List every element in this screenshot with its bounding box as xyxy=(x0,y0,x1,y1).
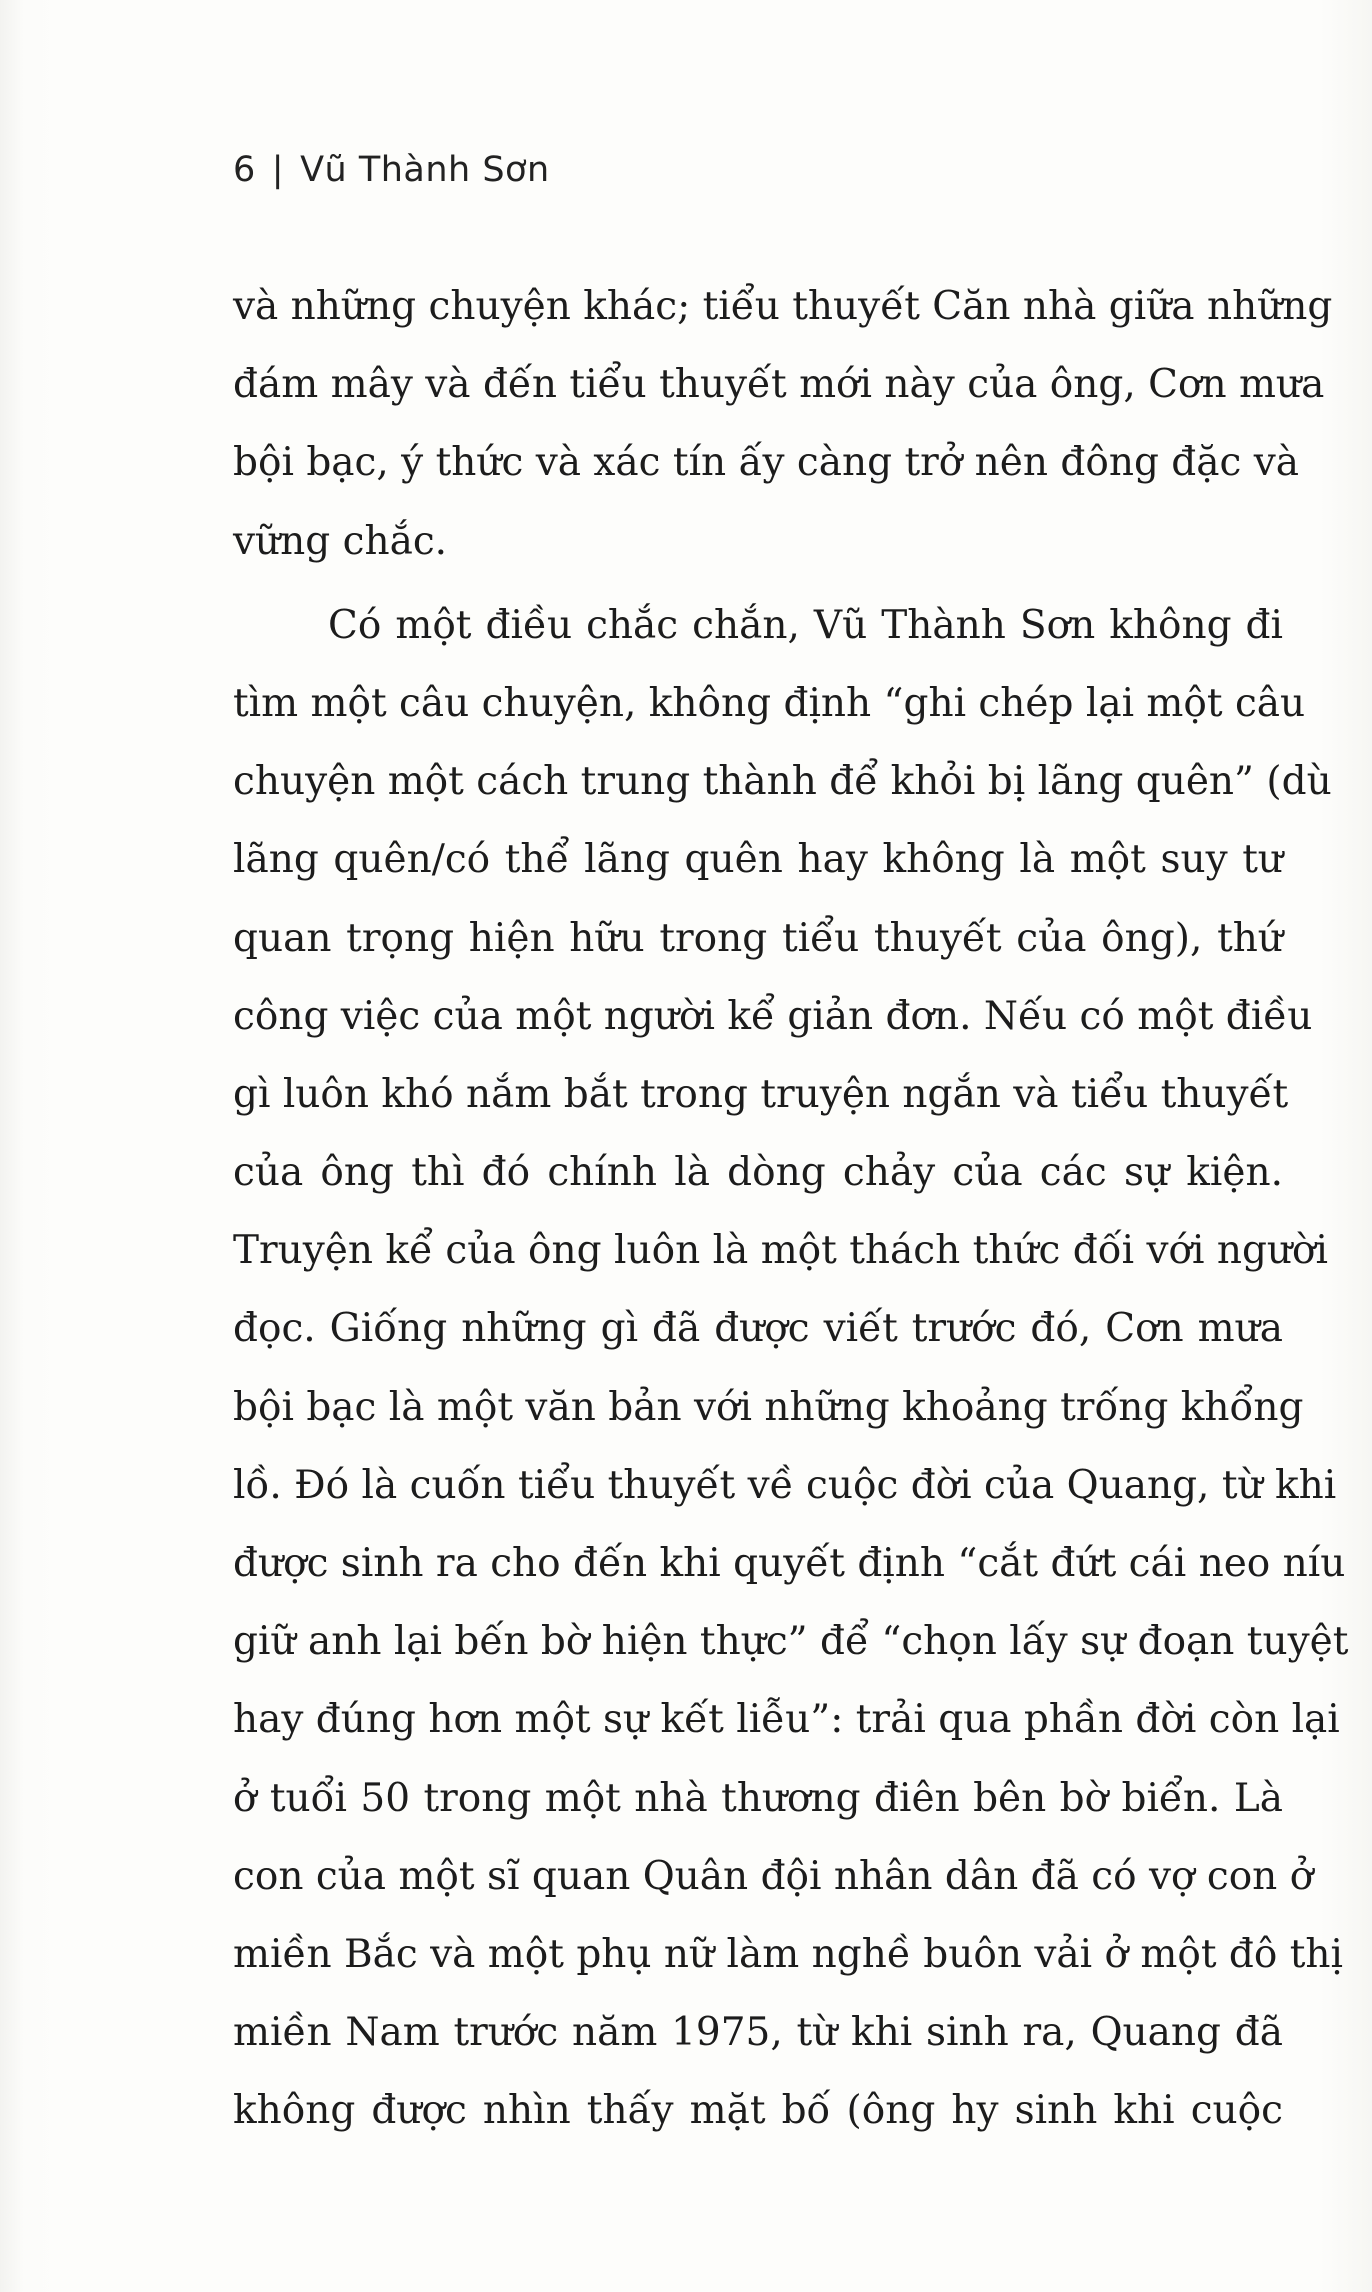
text-line: tìm một câu chuyện, không định “ghi chép lại một câu xyxy=(233,680,1306,726)
text-line: con của một sĩ quan Quân đội nhân dân đã có vợ con ở xyxy=(233,1853,1314,1899)
paragraph-1 xyxy=(233,268,1333,581)
text-line: gì luôn khó nắm bắt trong truyện ngắn và tiểu thuyết xyxy=(233,1071,1289,1117)
text-line: được sinh ra cho đến khi quyết định “cắt đứt cái neo níu xyxy=(233,1541,1346,1586)
text-line: vững chắc. xyxy=(233,518,448,564)
text-line: quan trọng hiện hữu trong tiểu thuyết của ông), thứ xyxy=(233,915,1283,961)
text-line: ở tuổi 50 trong một nhà thương điên bên bờ biển. Là xyxy=(233,1775,1283,1821)
text-line: miền Bắc và một phụ nữ làm nghề buôn vải ở một đô thị xyxy=(233,1931,1343,1977)
text-line: lồ. Đó là cuốn tiểu thuyết về cuộc đời của Quang, từ khi xyxy=(233,1462,1337,1508)
text-line: đám mây và đến tiểu thuyết mới này của ông, Cơn mưa xyxy=(233,362,1325,408)
text-line: công việc của một người kể giản đơn. Nếu có một điều xyxy=(233,993,1313,1039)
text-line: bội bạc là một văn bản với những khoảng trống khổng xyxy=(233,1384,1304,1430)
text-line: của ông thì đó chính là dòng chảy của các sự kiện. xyxy=(233,1150,1283,1196)
text-line: chuyện một cách trung thành để khỏi bị lãng quên” (dù xyxy=(233,759,1332,805)
paragraph-2 xyxy=(233,587,1349,2151)
text-line: hay đúng hơn một sự kết liễu”: trải qua phần đời còn lại xyxy=(233,1697,1340,1743)
text-line: đọc. Giống những gì đã được viết trước đó, Cơn mưa xyxy=(233,1306,1283,1352)
running-header xyxy=(233,150,550,190)
page-number: 6 xyxy=(233,150,256,190)
text-line: bội bạc, ý thức và xác tín ấy càng trở nên đông đặc và xyxy=(233,440,1300,486)
text-line: Có một điều chắc chắn, Vũ Thành Sơn không đi xyxy=(328,602,1283,648)
text-line: giữ anh lại bến bờ hiện thực” để “chọn lấy sự đoạn tuyệt xyxy=(233,1619,1349,1665)
text-line: Truyện kể của ông luôn là một thách thức đối với người xyxy=(233,1228,1329,1274)
author-name: Vũ Thành Sơn xyxy=(300,150,550,190)
text-line: miền Nam trước năm 1975, từ khi sinh ra, Quang đã xyxy=(233,2010,1283,2056)
header-separator: | xyxy=(271,150,285,190)
text-line: và những chuyện khác; tiểu thuyết Căn nhà giữa những xyxy=(233,284,1333,329)
text-line: lãng quên/có thể lãng quên hay không là một suy tư xyxy=(233,837,1283,883)
body-text xyxy=(233,268,1349,2151)
text-line: không được nhìn thấy mặt bố (ông hy sinh khi cuộc xyxy=(233,2088,1283,2134)
